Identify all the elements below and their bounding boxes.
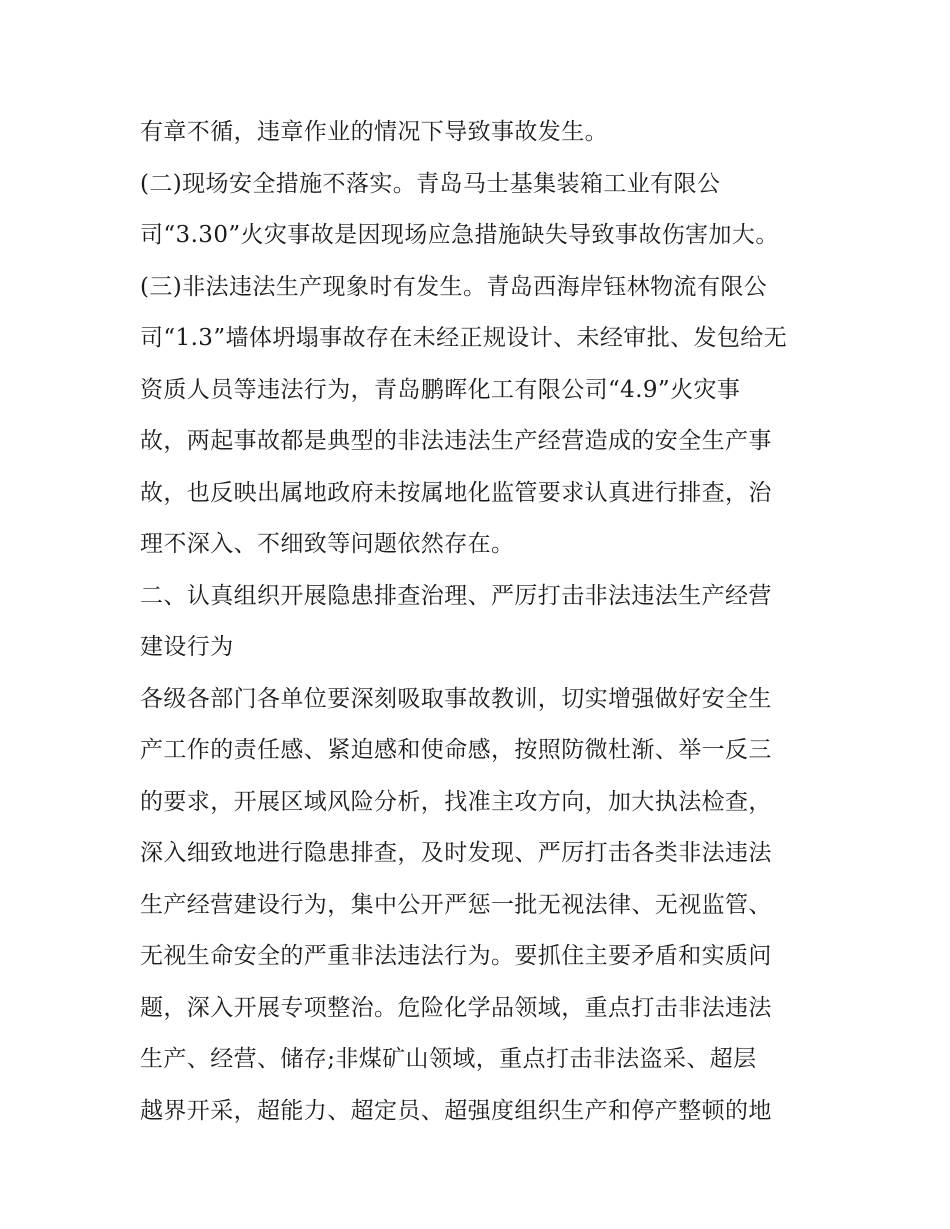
- text-line-7: 故，两起事故都是典型的非法违法生产经营造成的安全生产事: [140, 428, 772, 454]
- section-heading-line-2: 建设行为: [140, 634, 234, 660]
- text-line-15: 深入细致地进行隐患排查，及时发现、严厉打击各类非法违法: [140, 840, 772, 866]
- text-line-1: 有章不循，违章作业的情况下导致事故发生。: [140, 119, 608, 145]
- text-line-3: 司“3.30”火灾事故是因现场应急措施缺失导致事故伤害加大。: [140, 222, 779, 248]
- text-line-20: 越界开采，超能力、超定员、超强度组织生产和停产整顿的地: [140, 1097, 772, 1124]
- section-heading-line-1: 二、认真组织开展隐患排查治理、严厉打击非法违法生产经营: [140, 582, 772, 609]
- text-line-14: 的要求，开展区域风险分析，找准主攻方向，加大执法检查，: [140, 788, 772, 815]
- text-line-19: 生产、经营、储存;非煤矿山领域，重点打击非法盗采、超层: [140, 1046, 757, 1072]
- text-line-9: 理不深入、不细致等问题依然存在。: [140, 531, 515, 557]
- text-line-5: 司“1.3”墙体坍塌事故存在未经正规设计、未经审批、发包给无: [140, 325, 788, 351]
- document-body: [140, 107, 830, 1137]
- text-line-13: 产工作的责任感、紧迫感和使命感，按照防微杜渐、举一反三: [140, 737, 772, 763]
- text-line-16: 生产经营建设行为，集中公开严惩一批无视法律、无视监管、: [140, 891, 772, 918]
- text-line-8: 故，也反映出属地政府未按属地化监管要求认真进行排查，治: [140, 479, 772, 506]
- text-line-17: 无视生命安全的严重非法违法行为。要抓住主要矛盾和实质问: [140, 943, 772, 969]
- text-line-12: 各级各部门各单位要深刻吸取事故教训，切实增强做好安全生: [140, 685, 772, 712]
- text-line-6: 资质人员等违法行为，青岛鹏晖化工有限公司“4.9”火灾事: [140, 376, 741, 403]
- text-line-4: (三)非法违法生产现象时有发生。青岛西海岸钰林物流有限公: [140, 273, 768, 300]
- text-line-2: (二)现场安全措施不落实。青岛马士基集装箱工业有限公: [140, 170, 721, 197]
- text-line-18: 题，深入开展专项整治。危险化学品领域，重点打击非法违法: [140, 994, 772, 1021]
